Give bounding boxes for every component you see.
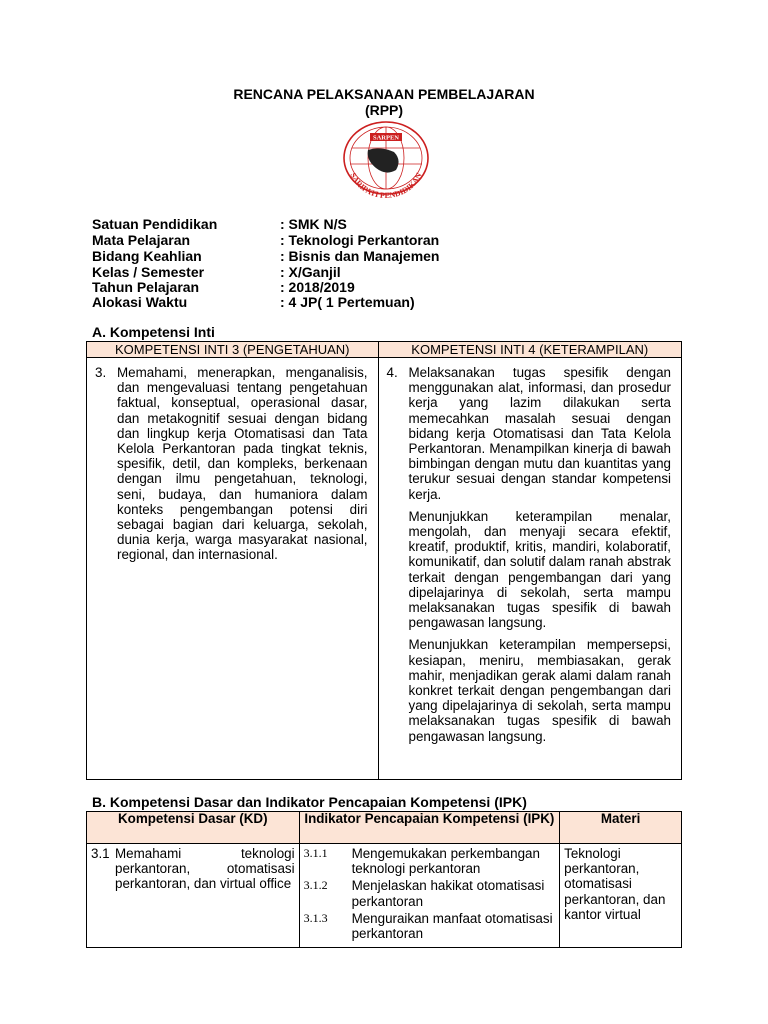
identity-value: : Bisnis dan Manajemen [280,248,440,264]
ipk-text: Mengemukakan perkembangan teknologi perkantoran [351,846,540,877]
identity-value: : Teknologi Perkantoran [280,232,440,248]
ipk-code: 3.1.2 [303,878,328,893]
section-b-heading: B. Kompetensi Dasar dan Indikator Pencapaian Kompetensi (IPK) [92,794,527,810]
ipk-item [304,878,556,908]
ki3-text: Memahami, menerapkan, menganalisis, dan mengevaluasi tentang pengetahuan faktual, konseptual, operasional dasar, dan metakognitif sesuai dengan bidang dan lingkup kerja Otomatisasi dan Tata Kelola Perkantoran pada tingkat teknis, spesifik, detil, dan kompleks, berkenaan dengan ilmu pengetahuan, teknologi, seni, budaya, dan humaniora dalam konteks pengembangan potensi diri sebagai bagian dari keluarga, sekolah, dunia kerja, warga masyarakat nasional, regional, dan internasional. [117,365,368,563]
kd-cell [87,844,300,948]
identity-label: Tahun Pelajaran [92,279,200,295]
materi-header: Materi [560,812,682,844]
ki3-header: KOMPETENSI INTI 3 (PENGETAHUAN) [87,342,379,358]
ki3-cell [87,358,379,780]
ipk-text: Menguraikan manfaat otomatisasi perkantoran [351,910,553,942]
identity-value: : SMK N/S [280,216,347,232]
ipk-code: 3.1.1 [303,846,328,860]
kd-number: 3.1 [91,846,110,861]
ki4-header: KOMPETENSI INTI 4 (KETERAMPILAN) [378,342,681,358]
identity-label: Bidang Keahlian [92,248,202,264]
ipk-code: 3.1.3 [303,910,328,925]
identity-value: : 2018/2019 [280,279,355,295]
identity-label: Kelas / Semester [92,264,205,280]
materi-cell: Teknologi perkantoran, otomatisasi perkantoran, dan kantor virtual [560,844,682,948]
identity-row [92,232,439,248]
kd-header: Kompetensi Dasar (KD) [87,812,300,844]
identity-label: Satuan Pendidikan [92,216,218,232]
section-a-heading: A. Kompetensi Inti [92,324,215,340]
ki4-paragraph: Menunjukkan keterampilan menalar, mengolah, dan menyaji secara efektif, kreatif, produktif, kritis, mandiri, kolaboratif, komunikatif, dan solutif dalam ranah abstrak terkait dengan pengembangan dari yang dipelajarinya di sekolah, serta mampu melaksanakan tugas spesifik di bawah pengawasan langsung. [408,508,671,631]
document-subtitle: (RPP) [364,102,404,118]
kd-text: Memahami teknologi perkantoran, otomatisasi perkantoran, dan virtual office [115,846,295,892]
ipk-text: Menjelaskan hakikat otomatisasi perkantoran [351,878,545,909]
identity-value: : 4 JP( 1 Pertemuan) [280,294,415,310]
identity-row [92,216,347,232]
sarpen-logo [340,120,432,200]
ipk-header: Indikator Pencapaian Kompetensi (IPK) [299,812,560,844]
kompetensi-dasar-table [86,811,682,948]
ipk-cell [299,844,560,948]
ki4-paragraph: Menunjukkan keterampilan mempersepsi, kesiapan, meniru, membiasakan, gerak mahir, menjadikan gerak alami dalam ranah konkret terkait dengan pengembangan dari yang dipelajarinya di sekolah, serta mampu melaksanakan tugas spesifik di bawah pengawasan langsung. [408,637,671,744]
ki4-number: 4. [386,365,398,380]
identity-row [92,294,415,310]
identity-row [92,264,341,280]
kompetensi-inti-table [86,341,682,780]
document-title: RENCANA PELAKSANAAN PEMBELAJARAN [233,86,535,102]
ki4-paragraph: Melaksanakan tugas spesifik dengan menggunakan alat, informasi, dan prosedur kerja yang lazim dilakukan serta memecahkan masalah sesuai dengan bidang kerja Otomatisasi dan Tata Kelola Perkantoran. Menampilkan kinerja di bawah bimbingan dengan mutu dan kuantitas yang terukur sesuai dengan standar kompetensi kerja. [408,365,671,502]
logo-arc-text: SARIPATI PENDIDIKAN [348,171,424,200]
ki3-number: 3. [95,365,107,380]
identity-value: : X/Ganjil [280,264,341,280]
ki4-cell [378,358,681,780]
ipk-item [304,846,556,876]
identity-row [92,248,439,264]
ipk-item [304,911,556,941]
logo-top-text: SARPEN [372,134,400,142]
identity-row [92,279,355,295]
identity-label: Mata Pelajaran [92,232,191,248]
identity-label: Alokasi Waktu [92,294,188,310]
